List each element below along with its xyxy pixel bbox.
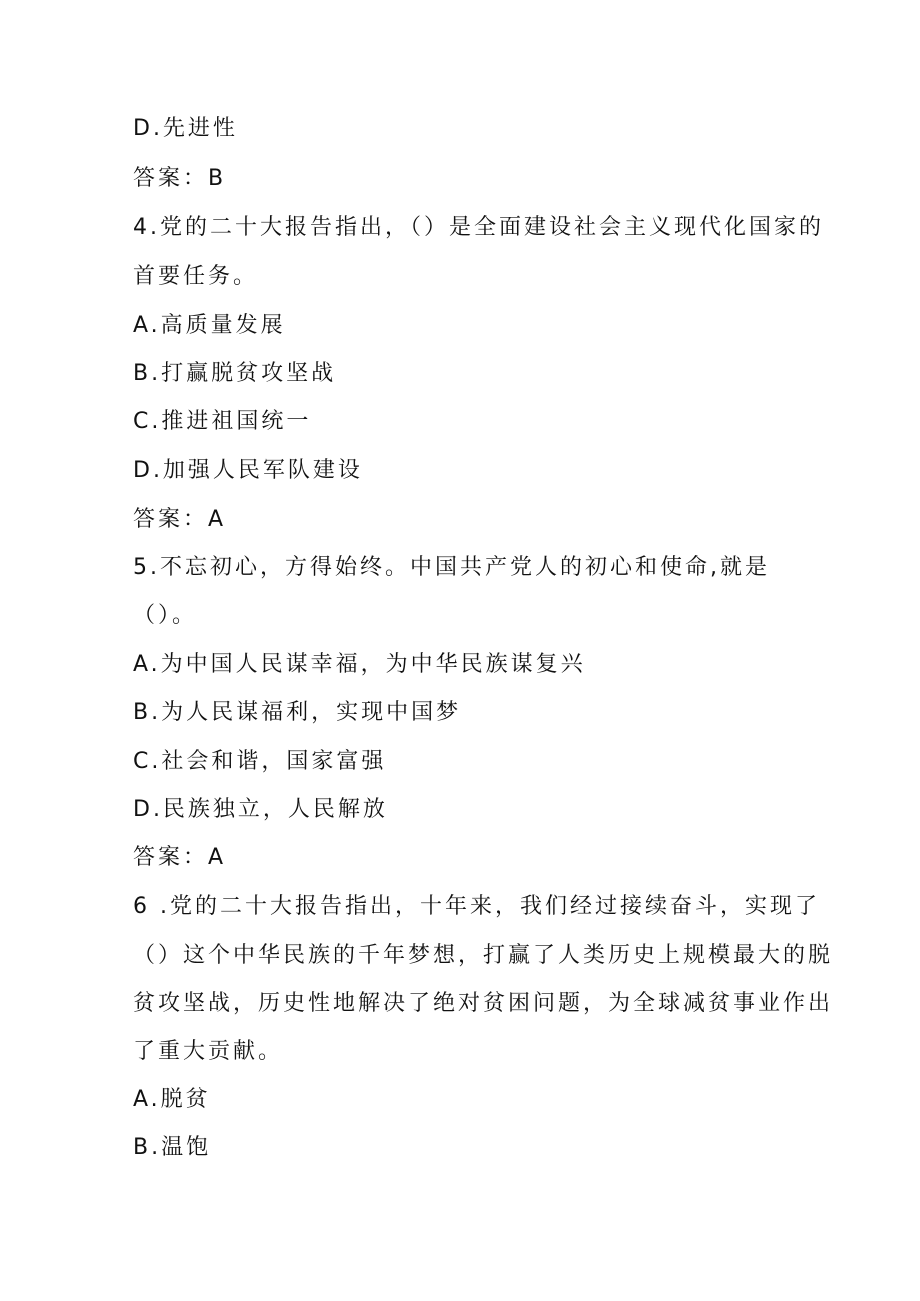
answer-3: 答案：B	[133, 166, 227, 191]
question-6-line-4: 了重大贡献。	[133, 1039, 284, 1064]
question-6-line-2: （）这个中华民族的千年梦想，打赢了人类历史上规模最大的脱	[133, 943, 834, 968]
question-4-line-2: 首要任务。	[133, 264, 259, 289]
answer-4: 答案：A	[133, 507, 227, 532]
answer-5: 答案：A	[133, 845, 227, 870]
option-5a: A.为中国人民谋幸福，为中华民族谋复兴	[133, 652, 586, 677]
question-6-line-3: 贫攻坚战，历史性地解决了绝对贫困问题，为全球减贫事业作出	[133, 991, 834, 1016]
option-5d: D.民族独立，人民解放	[133, 797, 388, 822]
option-6a: A.脱贫	[133, 1087, 211, 1112]
option-4d: D.加强人民军队建设	[133, 458, 363, 483]
option-4b: B.打赢脱贫攻坚战	[133, 361, 337, 386]
option-6b: B.温饱	[133, 1135, 212, 1160]
question-5-line-1: 5.不忘初心，方得始终。中国共产党人的初心和使命,就是	[133, 555, 770, 580]
option-5b: B.为人民谋福利，实现中国梦	[133, 700, 462, 725]
option-4a: A.高质量发展	[133, 313, 286, 338]
option-4c: C.推进祖国统一	[133, 409, 312, 434]
question-4-line-1: 4.党的二十大报告指出，（）是全面建设社会主义现代化国家的	[133, 215, 824, 240]
option-5c: C.社会和谐，国家富强	[133, 749, 387, 774]
question-6-line-1: 6 .党的二十大报告指出，十年来，我们经过接续奋斗，实现了	[133, 894, 820, 919]
option-3d: D.先进性	[133, 116, 238, 141]
question-5-line-2: （）。	[133, 603, 198, 628]
